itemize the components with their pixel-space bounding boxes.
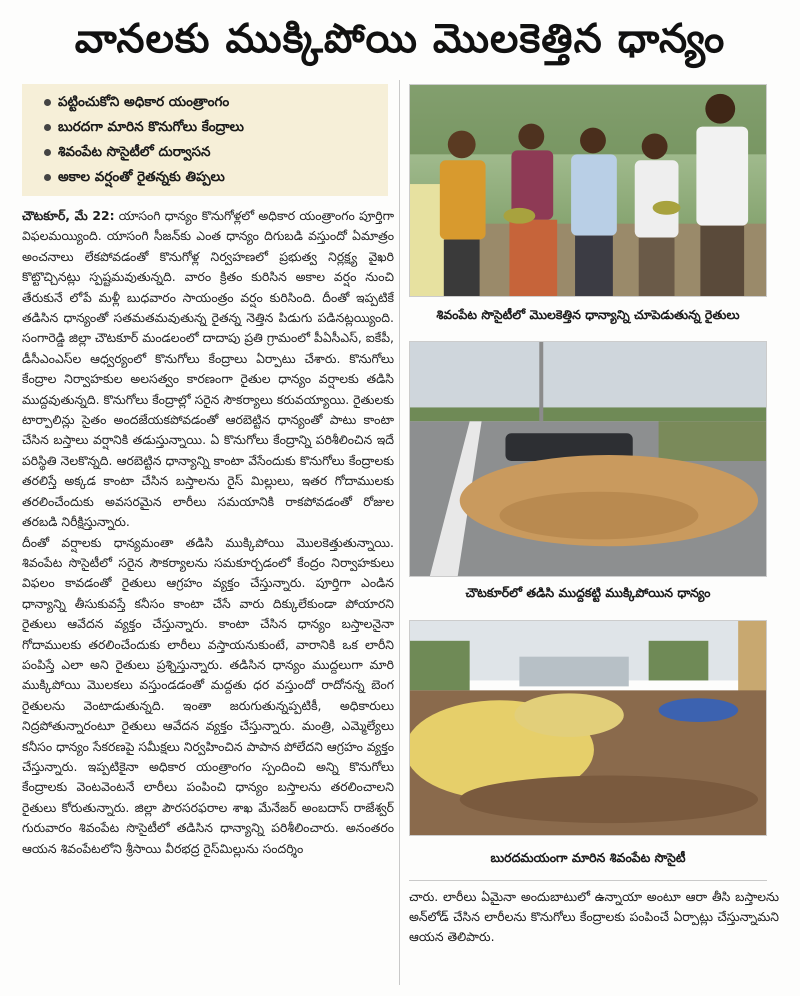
farmers-photo [409, 84, 767, 297]
caption-divider [409, 880, 767, 881]
column-divider [399, 80, 400, 985]
muddy-yard-image [410, 621, 766, 835]
highlight-item: పట్టించుకోని అధికార యంత్రాంగం [44, 90, 378, 115]
photo-caption: శివంపేట సొసైటీలో మొలకెత్తిన ధాన్యాన్ని చూపెడుతున్న రైతులు [436, 307, 740, 322]
photo-caption: చౌటకూర్‌లో తడిసి ముద్దకట్టి ముక్కిపోయిన ధాన్యం [465, 585, 711, 600]
muddy-yard-photo [409, 620, 767, 836]
highlight-item: అకాల వర్షంతో రైతన్నకు తిప్పలు [44, 165, 378, 190]
photo-caption: బురదమయంగా మారిన శివంపేట సొసైటీ [490, 850, 686, 865]
article-body [22, 206, 394, 986]
article-paragraph: దీంతో వర్షాలకు ధాన్యమంతా తడిసి ముక్కిపోయి మొలకెత్తుతున్నాయి. శివంపేట సొసైటీలో సరైన సౌకర్యాలను సమకూర్చడంలో కేంద్రం నిర్వాహకులు విఫలం కావడంతో రైతులు ఆగ్రహం వ్యక్తం చేస్తున్నారు. పూర్తిగా ఎండిన ధాన్యాన్ని తీసుకువస్తే కనీసం కాంటా చేసే వారు దిక్కులేకుండా పోయారని రైతులు ఆవేదన వ్యక్తం చేస్తున్నారు. కాంటా చేసిన ధాన్యం బస్తాలనైనా గోదాములకు తరలించేందుకు లారీలు వస్తాయనుకుంటే, వారానికి ఒక లారీని పంపిస్తే ఎలా అని రైతులు ప్రశ్నిస్తున్నారు. తడిసిన ధాన్యం ముద్దలుగా మారి ముక్కిపోయి మొలకలు వస్తుండడంతో మద్దతు ధర వస్తుందో రాదోనన్న బెంగ రైతులను వెంటాడుతున్నది. ఇంతా జరుగుతున్నప్పటికీ, అధికారులు నిద్రపోతున్నారంటూ రైతులు ఆవేదన వ్యక్తం చేస్తున్నారు. మంత్రి, ఎమ్మెల్యేలు కనీసం ధాన్యం సేకరణపై సమీక్షలు నిర్వహించిన పాపాన పోలేదని ఆగ్రహం వ్యక్తం చేస్తున్నారు. ఇప్పటికైనా అధికార యంత్రాంగం స్పందించి అన్ని కొనుగోలు కేంద్రాలకు వెంటవెంటనే లారీలు పంపించి ధాన్యం బస్తాలను తరలించాలని రైతులు కోరుతున్నారు. జిల్లా పౌరసరఫరాల శాఖ మేనేజర్ అంబదాస్ రాజేశ్వర్ గురువారం శివంపేట సొసైటీలో తడిసిన ధాన్యాన్ని పరిశీలించారు. అనంతరం ఆయన శివంపేటలోని శ్రీసాయి వీరభద్ర రైస్‌మిల్లును సందర్శిం [22, 534, 394, 856]
bullet-dot-icon [44, 99, 51, 106]
highlight-item: శివంపేట సొసైటీలో దుర్వాసన [44, 140, 378, 165]
bullet-dot-icon [44, 174, 51, 181]
article-continuation: చారు. లారీలు ఏమైనా అందుబాటులో ఉన్నాయా అంటూ ఆరా తీసి బస్తాలను అన్‌లోడ్ చేసిన లారీలను కొనుగోలు కేంద్రాలకు పంపించే ఏర్పాట్లు చేస్తున్నామని ఆయన తెలిపారు. [409, 889, 779, 944]
headline: వానలకు ముక్కిపోయి మొలకెత్తిన ధాన్యం [74, 16, 726, 62]
article-paragraph: చౌటకూర్, మే 22: యాసంగి ధాన్యం కొనుగోళ్లలో అధికార యంత్రాంగం పూర్తిగా విఫలమయ్యింది. యాసంగి సీజన్‌కు ఎంత ధాన్యం దిగుబడి వస్తుందో ఏమాత్రం అంచనాలు లేకపోవడంతో కొనుగోళ్ల నిర్వహణలో ప్రభుత్వ నిర్లక్ష్య వైఖరి కొట్టొచ్చినట్లు స్పష్టమవుతున్నది. వారం క్రితం కురిసిన అకాల వర్షం నుంచి తేరుకునే లోపే మళ్లీ బుధవారం సాయంత్రం వర్షం కురిసింది. దీంతో ఇప్పటికే తడిసిన ధాన్యంతో సతమతమవుతున్న రైతన్న నెత్తిన పిడుగు పడినట్లయ్యింది. సంగారెడ్డి జిల్లా చౌటకూర్ మండలంలో దాదాపు ప్రతి గ్రామంలో పీఏసీఎస్, ఐకేపీ, డీసీఎంఎస్‌ల ఆధ్వర్యంలో కొనుగోలు కేంద్రాలు ఏర్పాటు చేశారు. కొనుగోలు కేంద్రాల నిర్వాహకుల అలసత్వం కారణంగా రైతుల ధాన్యం వర్షాలకు తడిసి ముద్దవుతున్నది. కొనుగోలు కేంద్రాల్లో సరైన సౌకర్యాలు కరువయ్యాయి. రైతులకు టార్పాలిన్లు సైతం అందజేయకపోవడంతో ఆరబెట్టిన ధాన్యంతో పాటు కాంటా చేసిన బస్తాలు వర్షానికి తడుస్తున్నాయి. ఏ కొనుగోలు కేంద్రాన్ని పరిశీలించిన ఇదే పరిస్థితి నెలకొన్నది. ఆరబెట్టిన ధాన్యాన్ని కాంటా వేసేందుకు కొనుగోలు కేంద్రాలకు తరలిస్తే అక్కడ కాంటా చేసిన బస్తాలను రైస్ మిల్లులు, ఇతర గోదాములకు తరలించేందుకు అవసరమైన లారీలు సమయానికి రాకపోవడంతో రోజుల తరబడి నిరీక్షిస్తున్నారు. [22, 208, 394, 530]
bullet-dot-icon [44, 124, 51, 131]
bullet-dot-icon [44, 149, 51, 156]
highlight-item: బురదగా మారిన కొనుగోలు కేంద్రాలు [44, 115, 378, 140]
highlights-list [44, 90, 378, 190]
farmers-image [410, 85, 766, 296]
highlights-box [22, 84, 388, 196]
road-grain-image [410, 342, 766, 576]
dateline: చౌటకూర్, మే 22: [22, 208, 115, 223]
road-grain-photo [409, 341, 767, 577]
